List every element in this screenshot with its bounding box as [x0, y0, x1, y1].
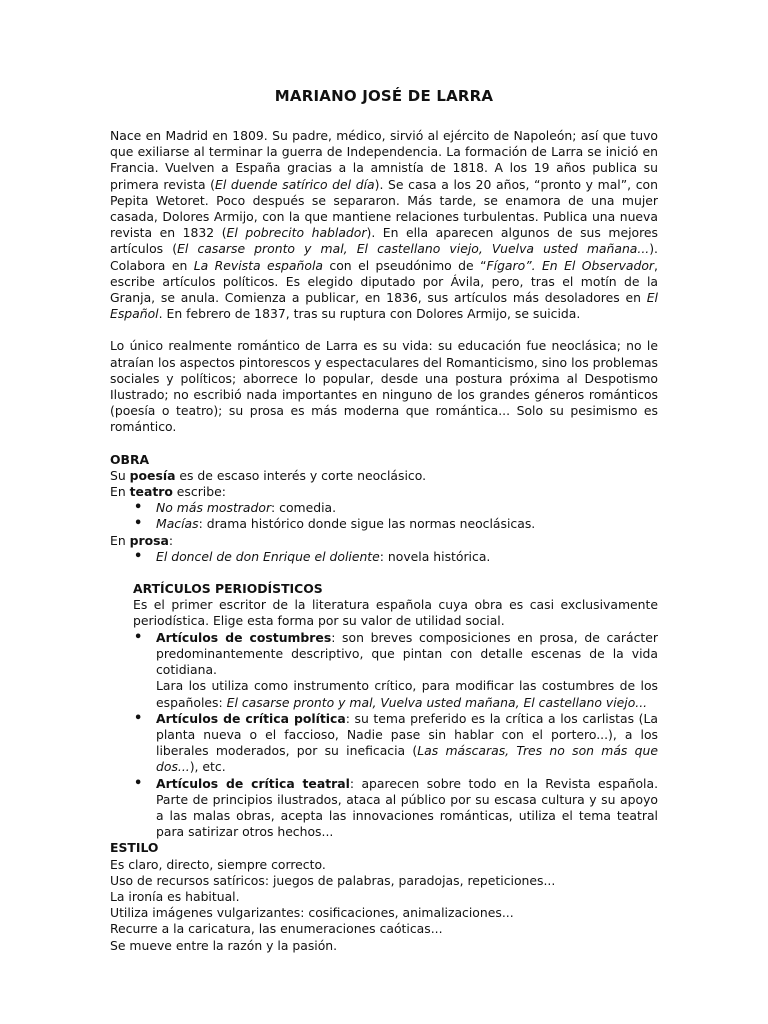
- bio-text: , escribe artículos políticos. Es elegido diputado por Ávila, pero, tras el motín de la Granja, se anula. Comienza a publicar, en 1836, sus artículos más desoladores en: [110, 257, 658, 306]
- poesia-line: Su poesía es de escaso interés y corte neoclásico.: [110, 467, 427, 483]
- teatro-list: [110, 500, 658, 532]
- bio-text: . En febrero de 1837, tras su ruptura con Dolores Armijo, se suicida.: [158, 306, 581, 322]
- bio-italic: El casarse pronto y mal, El castellano viejo, Vuelva usted mañana...: [177, 241, 650, 257]
- articulos-heading: ARTÍCULOS PERIODÍSTICOS: [133, 581, 323, 597]
- list-item: • Artículos de costumbres: son breves composiciones en prosa, de carácter predominantemente descriptivo, que pintan con detalle escenas de la vida cotidiana. Lara los utiliza como instrumento crítico, para modificar las costumbres de los españoles: El casarse pronto y mal, Vuelva usted mañana, El castellano viejo...: [133, 630, 658, 711]
- estilo-line: Es claro, directo, siempre correcto.: [110, 856, 326, 872]
- document-page: [110, 86, 658, 954]
- spacer: [110, 322, 658, 338]
- list-item: • No más mostrador: comedia.: [110, 500, 658, 516]
- obra-heading: OBRA: [110, 451, 150, 467]
- estilo-line: Uso de recursos satíricos: juegos de palabras, paradojas, repeticiones...: [110, 872, 556, 888]
- document-title: MARIANO JOSÉ DE LARRA: [274, 87, 494, 105]
- estilo-line: Utiliza imágenes vulgarizantes: cosificaciones, animalizaciones...: [110, 905, 514, 921]
- estilo-line: Recurre a la caricatura, las enumeraciones caóticas...: [110, 921, 443, 937]
- articulos-intro: Es el primer escritor de la literatura española cuya obra es casi exclusivamente periodística. Elige esta forma por su valor de utilidad social.: [133, 597, 658, 629]
- bio-text: Nace en Madrid en 1809. Su padre, médico, sirvió al ejército de Napoleón; así que tuvo que exiliarse al terminar la guerra de Independencia. La formación de Larra se inició en Francia. Vuelven a España gracias a la amnistía de 1818. A los 19 años publica su primera revista (: [110, 128, 658, 192]
- list-item: • Artículos de crítica teatral: aparecen sobre todo en la Revista española. Parte de principios ilustrados, ataca al público por su escasa cultura y su apoyo a las malas obras, acepta las innovaciones románticas, utiliza el tema teatral para satirizar otros hechos...: [133, 776, 658, 841]
- bio-text: ). Colabora en: [110, 241, 658, 273]
- bio-text: ). Se casa a los 20 años, “pronto y mal”, con Pepita Wetoret. Poco después se separaron. Más tarde, se enamora de una mujer casada, Dolores Armijo, con la que mantiene relaciones turbulentas. Publica una nueva revista en 1832 (: [110, 176, 658, 241]
- list-item: • Macías: drama histórico donde sigue las normas neoclásicas.: [110, 516, 658, 532]
- bio-italic: Fígaro”. En El Observador: [486, 257, 655, 273]
- bio-italic: El duende satírico del día: [215, 176, 375, 192]
- teatro-line: En teatro escribe:: [110, 484, 226, 500]
- estilo-line: Se mueve entre la razón y la pasión.: [110, 937, 338, 953]
- list-item: • Artículos de crítica política: su tema preferido es la crítica a los carlistas (La planta nueva o el faccioso, Nadie pase sin hablar con el portero...), a los liberales moderados, por su ineficacia (Las máscaras, Tres no son más que dos...), etc.: [133, 711, 658, 776]
- articulos-section: [110, 581, 658, 840]
- bio-text: ). En ella aparecen algunos de sus mejores artículos (: [110, 225, 658, 257]
- bio-text: con el pseudónimo de “: [322, 257, 487, 273]
- articulos-list: [133, 630, 658, 841]
- spacer: [110, 565, 658, 581]
- bio-italic: El Español: [110, 290, 658, 322]
- bio-italic: El pobrecito hablador: [226, 225, 367, 241]
- romanticism-paragraph: Lo único realmente romántico de Larra es su vida: su educación fue neoclásica; no le atraían los aspectos pintorescos y espectaculares del Romanticismo, sino los problemas sociales y políticos; aborrece lo popular, desde una postura próxima al Despotismo Ilustrado; no escribió nada importantes en ninguno de los grandes géneros románticos (poesía o teatro); su prosa es más moderna que romántica... Solo su pesimismo es romántico.: [110, 338, 658, 435]
- estilo-heading: ESTILO: [110, 840, 159, 856]
- list-item: • El doncel de don Enrique el doliente: novela histórica.: [110, 549, 658, 565]
- bio-italic: La Revista española: [193, 257, 323, 273]
- spacer: [110, 436, 658, 452]
- biography-paragraph: [110, 128, 658, 322]
- estilo-line: La ironía es habitual.: [110, 888, 240, 904]
- prosa-line: En prosa:: [110, 532, 174, 548]
- costumbres-detail: Lara los utiliza como instrumento crítico, para modificar las costumbres de los españoles: El casarse pronto y mal, Vuelva usted mañana, El castellano viejo...: [156, 678, 658, 710]
- prosa-list: [110, 549, 658, 565]
